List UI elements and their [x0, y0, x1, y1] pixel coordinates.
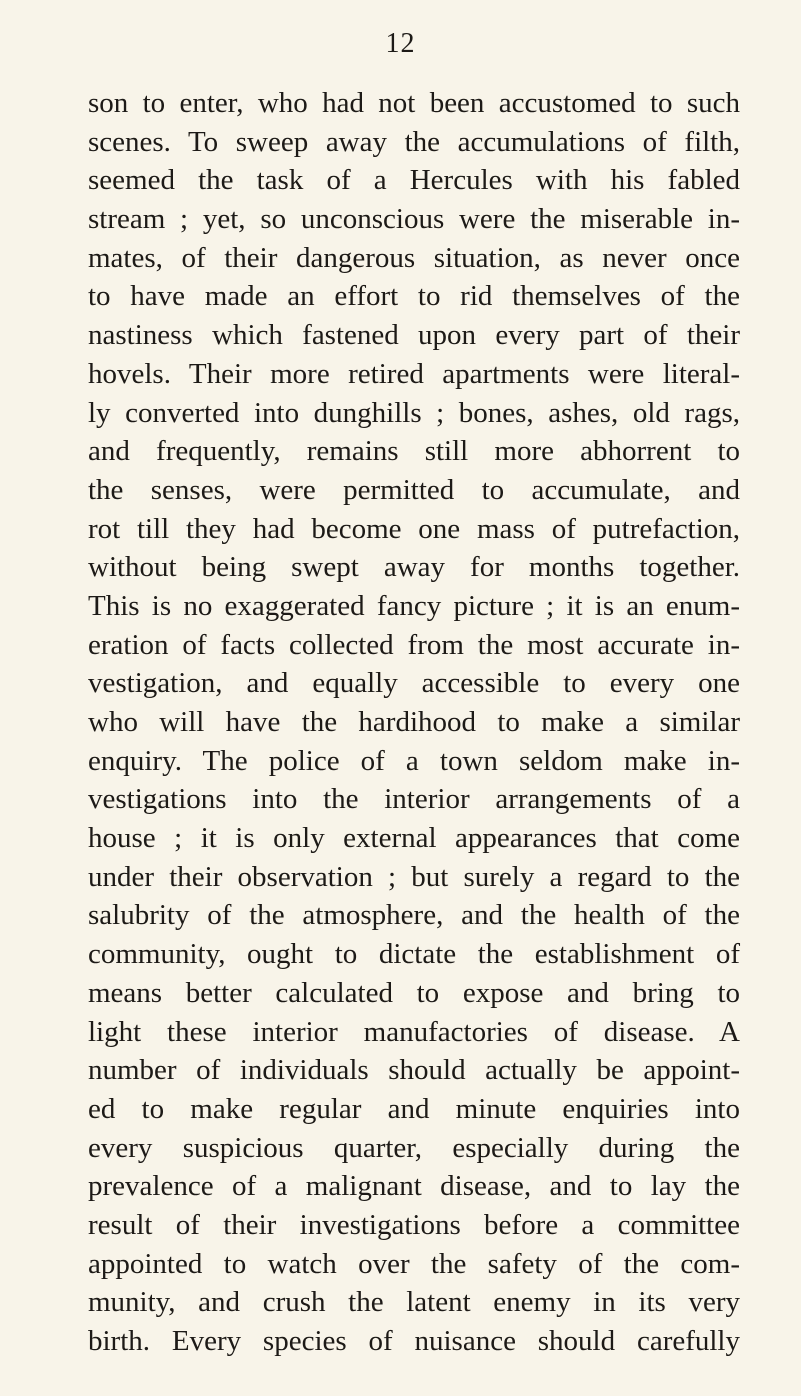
text-line: seemed the task of a Hercules with his fabled: [88, 164, 740, 197]
text-line: house ; it is only external appearances that come: [88, 822, 740, 855]
text-line: stream ; yet, so unconscious were the miserable in-: [88, 203, 740, 236]
text-line: under their observation ; but surely a regard to the: [88, 860, 740, 893]
text-line: scenes. To sweep away the accumulations of filth,: [88, 125, 740, 158]
text-line: appointed to watch over the safety of the com-: [88, 1247, 740, 1280]
text-line: prevalence of a malignant disease, and to lay the: [88, 1170, 740, 1203]
text-line: number of individuals should actually be appoint-: [88, 1054, 740, 1087]
page-number: 12: [385, 28, 416, 59]
text-line: result of their investigations before a committee: [88, 1208, 740, 1241]
text-line: who will have the hardihood to make a similar: [88, 706, 740, 738]
text-line: every suspicious quarter, especially during the: [88, 1131, 740, 1164]
text-line: enquiry. The police of a town seldom make in-: [88, 744, 740, 777]
text-line: salubrity of the atmosphere, and the health of the: [88, 899, 740, 932]
text-line: son to enter, who had not been accustomed to such: [88, 87, 740, 119]
text-line: vestigations into the interior arrangements of a: [88, 783, 740, 816]
text-line: birth. Every species of nuisance should carefully: [88, 1325, 740, 1357]
text-line: ed to make regular and minute enquiries into: [88, 1092, 740, 1125]
text-line: rot till they had become one mass of putrefaction,: [88, 512, 740, 545]
text-line: means better calculated to expose and bring to: [88, 976, 740, 1009]
body-text: [88, 84, 740, 1361]
text-line: ly converted into dunghills ; bones, ashes, old rags,: [88, 396, 740, 429]
text-line: without being swept away for months together.: [88, 551, 740, 584]
text-line: This is no exaggerated fancy picture ; it is an enum-: [88, 589, 740, 622]
text-line: light these interior manufactories of disease. A: [88, 1015, 740, 1048]
text-line: vestigation, and equally accessible to every one: [88, 667, 740, 700]
text-line: nastiness which fastened upon every part of their: [88, 319, 740, 352]
text-line: and frequently, remains still more abhorrent to: [88, 435, 740, 468]
text-line: hovels. Their more retired apartments were literal-: [88, 357, 740, 390]
text-line: mates, of their dangerous situation, as never once: [88, 241, 740, 274]
text-line: eration of facts collected from the most accurate in-: [88, 628, 740, 661]
text-line: community, ought to dictate the establishment of: [88, 938, 740, 971]
text-line: the senses, were permitted to accumulate, and: [88, 473, 740, 506]
text-line: munity, and crush the latent enemy in its very: [88, 1286, 740, 1319]
text-line: to have made an effort to rid themselves of the: [88, 280, 740, 313]
